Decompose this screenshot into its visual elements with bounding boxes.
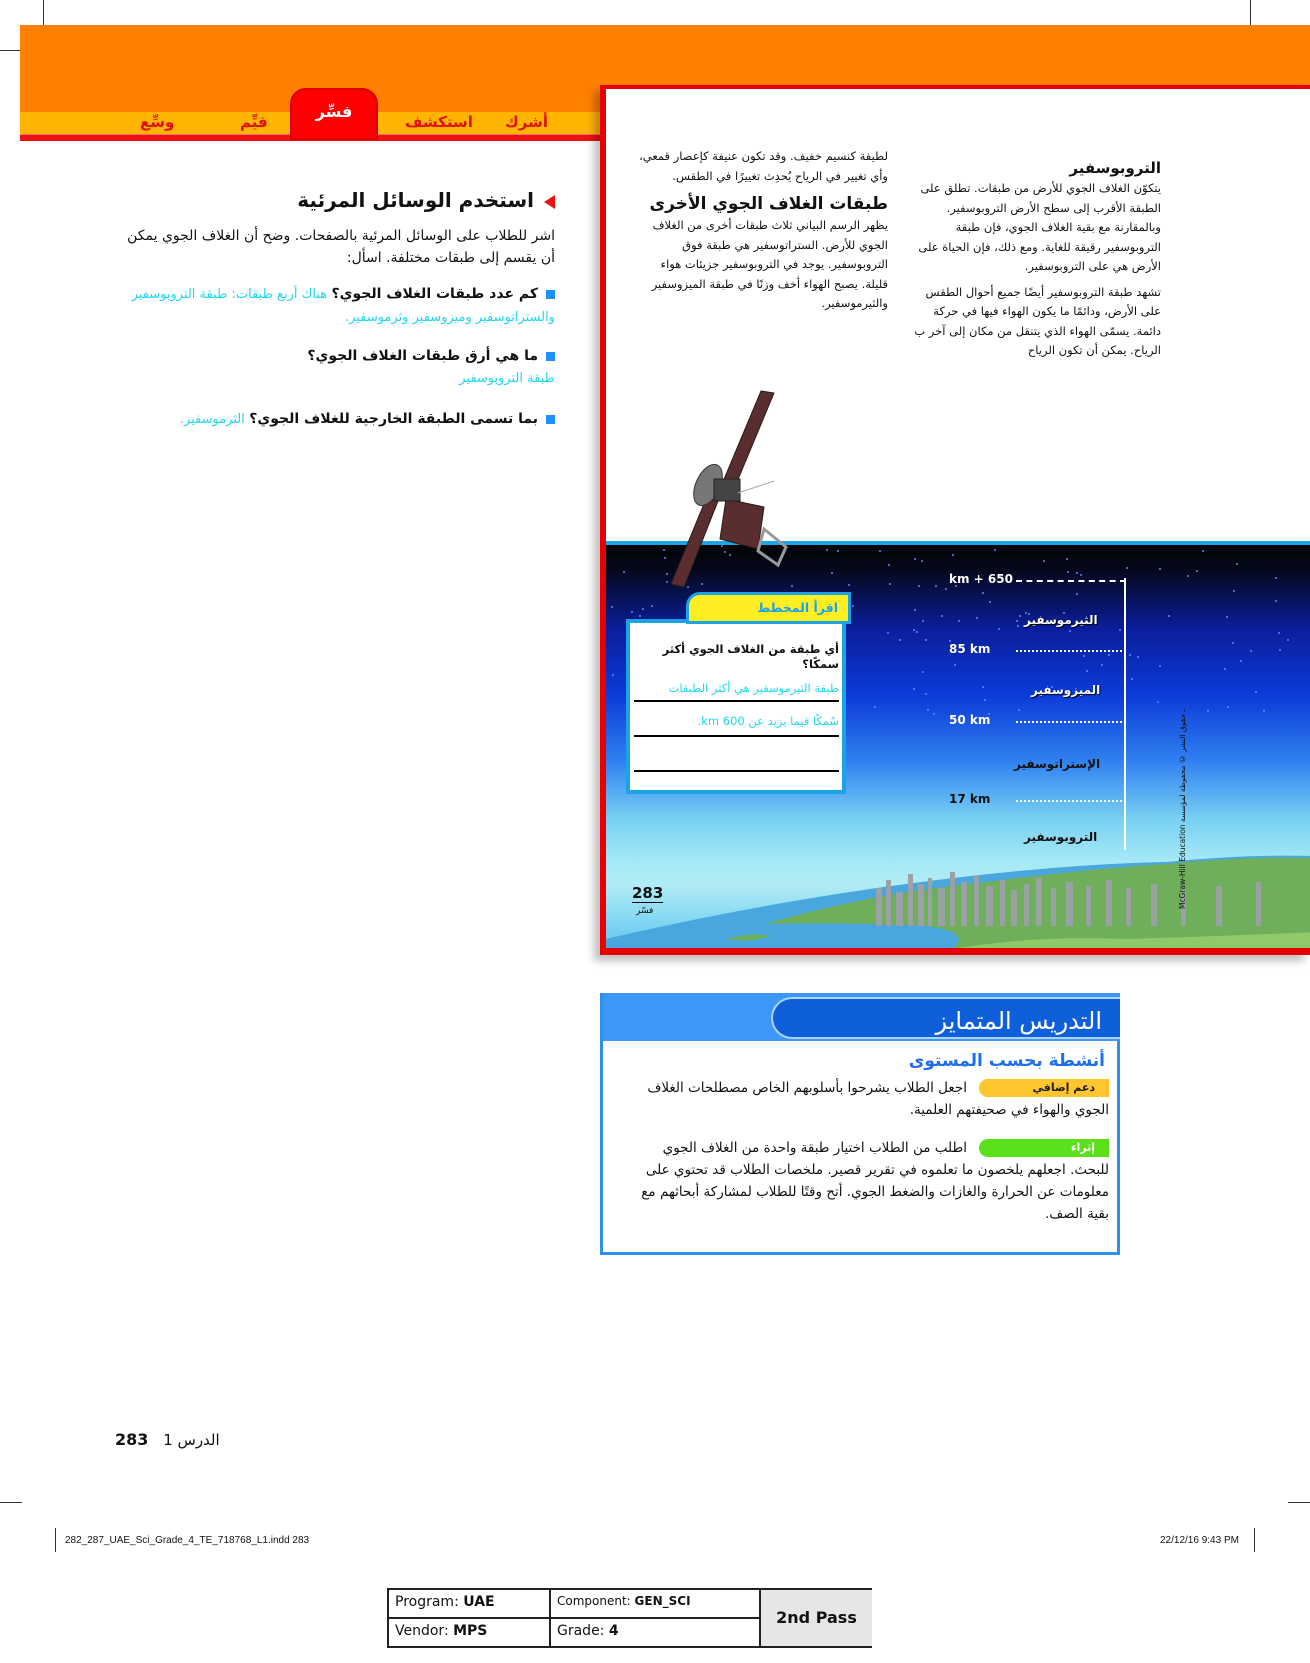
grade-label: Grade:	[557, 1623, 605, 1639]
altitude-line-650	[1016, 580, 1126, 582]
star	[1126, 567, 1128, 569]
answer-line	[634, 770, 839, 772]
footer-lesson-label: الدرس 1	[163, 1431, 220, 1449]
star	[826, 549, 828, 551]
star	[1017, 625, 1019, 627]
lesson-footer	[115, 1430, 220, 1449]
star	[925, 693, 927, 695]
star	[1016, 620, 1018, 622]
crop-mark	[43, 0, 44, 25]
star	[631, 611, 633, 613]
star	[1108, 654, 1110, 656]
answer-line	[634, 700, 839, 702]
program-label: Program:	[395, 1594, 459, 1610]
altitude-label-85: 85 km	[949, 642, 991, 656]
component-label: Component:	[557, 1594, 631, 1608]
star	[1129, 654, 1131, 656]
layer-label-troposphere: التروبوسفير	[1024, 830, 1098, 844]
proof-info-box	[387, 1588, 872, 1648]
star	[1232, 642, 1234, 644]
answer-text: الثرموسفير.	[179, 412, 245, 427]
crop-mark	[55, 1528, 56, 1552]
square-bullet-icon	[546, 415, 555, 424]
other-layers-heading: طبقات الغلاف الجوي الأخرى	[649, 194, 888, 214]
star	[651, 605, 653, 607]
altitude-label-650: km + 650	[949, 572, 1013, 586]
grade-value: 4	[608, 1623, 619, 1639]
section-heading	[115, 188, 555, 212]
star	[1019, 615, 1021, 617]
star	[989, 601, 991, 603]
star	[1227, 706, 1229, 708]
star	[1207, 710, 1209, 712]
crop-mark	[0, 50, 20, 51]
student-page-preview	[600, 85, 1310, 955]
star	[1255, 691, 1257, 693]
altitude-line-17	[1016, 800, 1126, 802]
altitude-axis	[1124, 578, 1126, 850]
star	[1226, 616, 1228, 618]
read-diagram-question: أي طبقة من الغلاف الجوي أكثر سمكًا؟	[662, 642, 839, 671]
answer-text: طبقة التروبوسفير	[459, 371, 555, 386]
weather-paragraph: تشهد طبقة التروبوسفير أيضًا جميع أحوال الطقس على الأرض، ودائمًا ما يكون الهواء فيها في حركة دائمة. يسمّى الهواء الذي يتنقل من مكان إلى آخر ب الرياح. يمكن أن تكون الرياح	[914, 284, 1161, 357]
star	[1187, 575, 1189, 577]
star	[1101, 664, 1103, 666]
enrichment-body: اطلب من الطلاب اختيار طبقة واحدة من الغلاف الجوي للبحث. اجعلهم يلخصون ما تعلموه في تقرير قصير. ملخصات الطلاب قد تحتوي على معلومات عن الحرارة والغازات والضغط الجوي. أتح وقتًا للطلاب لمشاركة أبحاثهم مع بقية الصف.	[641, 1140, 1109, 1222]
di-subtitle: أنشطة بحسب المستوى	[908, 1051, 1105, 1071]
star	[1275, 577, 1277, 579]
altitude-line-85	[1016, 650, 1126, 652]
student-page-number: 283	[632, 884, 664, 902]
layer-label-stratosphere: الإستراتوسفير	[1014, 757, 1101, 771]
extra-support-body: اجعل الطلاب يشرحوا بأسلوبهم الخاص مصطلحات الغلاف الجوي والهواء في صحيفتهم العلمية.	[647, 1080, 1109, 1118]
star	[913, 688, 915, 690]
star	[922, 620, 924, 622]
star	[874, 706, 876, 708]
differentiated-instruction-box	[600, 993, 1120, 1255]
star	[639, 615, 641, 617]
file-slug: 282_287_UAE_Sci_Grade_4_TE_718768_L1.indd 283	[65, 1535, 310, 1546]
star	[1018, 709, 1020, 711]
star	[1086, 670, 1088, 672]
read-diagram-title: اقرأ المخطط	[686, 592, 851, 624]
vendor-label: Vendor:	[395, 1623, 449, 1639]
satellite-illustration	[666, 389, 796, 589]
star	[954, 664, 956, 666]
star	[1224, 668, 1226, 670]
footer-page-number: 283	[115, 1430, 149, 1449]
student-page-label: فسّر	[636, 906, 654, 916]
star	[611, 606, 613, 608]
troposphere-column	[906, 157, 1161, 367]
star	[848, 584, 850, 586]
star	[1275, 600, 1277, 602]
star	[1067, 571, 1069, 573]
landscape-illustration	[606, 844, 1310, 955]
timestamp: 22/12/16 9:43 PM	[1160, 1535, 1239, 1546]
altitude-line-50	[1016, 721, 1126, 723]
star	[1278, 632, 1280, 634]
star	[921, 560, 923, 562]
star	[918, 585, 920, 587]
star	[852, 605, 854, 607]
star	[889, 583, 891, 585]
star	[914, 558, 916, 560]
layer-label-mesosphere: الميزوسفير	[1031, 683, 1101, 697]
vendor-cell	[389, 1619, 551, 1646]
tag-extra-support: دعم إضافي	[979, 1079, 1109, 1097]
troposphere-paragraph: يتكوّن الغلاف الجوي للأرض من طبقات. تطلق على الطبقة الأقرب إلى سطح الأرض التروبوسفير. وبالمقارنة مع بقية الغلاف الجوي، فإن طبقة التروبوسفير رقيقة للغاية. ومع ذلك، فإن الحياة على الأرض هي على التروبوسفير.	[918, 181, 1161, 273]
component-cell	[551, 1590, 761, 1619]
star	[982, 592, 984, 594]
star	[1080, 574, 1082, 576]
star	[1196, 570, 1198, 572]
question-text: ما هي أرق طبقات الغلاف الجوي؟	[307, 348, 538, 364]
star	[1233, 590, 1235, 592]
star	[623, 571, 625, 573]
star	[612, 674, 614, 676]
square-bullet-icon	[546, 352, 555, 361]
star	[1240, 660, 1242, 662]
star	[958, 620, 960, 622]
answer-text: هناك أربع طبقات: طبقة التروبوسفير والستراتوسفير وميزوسفير وثرموسفير.	[131, 287, 555, 325]
di-title-pill	[771, 997, 1120, 1039]
star	[916, 631, 918, 633]
star	[1236, 563, 1238, 565]
tab-evaluate[interactable]: قيِّم	[240, 113, 268, 131]
question-text: بما تسمى الطبقة الخارجية للغلاف الجوي؟	[249, 411, 538, 427]
layer-label-thermosphere: الثيرموسفير	[1024, 613, 1098, 627]
star	[879, 550, 881, 552]
troposphere-heading: التروبوسفير	[1069, 159, 1161, 177]
star	[984, 699, 986, 701]
other-layers-paragraph: يظهر الرسم البياني ثلاث طبقات أخرى من الغلاف الجوي للأرض. الستراتوسفير هي طبقة فوق التروبوسفير. يوجد في التروبوسفير جزيئات هواء قليلة. يصبح الهواء أخف وزنًا في طبقة الميزوسفير والثيرموسفير.	[651, 218, 888, 310]
tab-engage[interactable]: أشرك	[505, 113, 548, 131]
star	[1279, 649, 1281, 651]
star	[941, 615, 943, 617]
question-item	[115, 283, 555, 329]
section-heading-text: استخدم الوسائل المرئية	[297, 188, 534, 212]
star	[1119, 629, 1121, 631]
star	[1131, 678, 1133, 680]
question-item	[115, 408, 555, 431]
star	[927, 709, 929, 711]
tag-enrichment: إثراء	[979, 1139, 1109, 1157]
star	[831, 572, 833, 574]
star	[952, 554, 954, 556]
square-bullet-icon	[546, 290, 555, 299]
star	[1083, 655, 1085, 657]
read-diagram-answer-2: سُمكًا فيما يزيد عن km 600.	[697, 714, 839, 728]
star	[933, 713, 935, 715]
winds-paragraph: لطيفة كنسيم خفيف. وقد تكون عنيفة كإعصار قمعي، وأي تغيير في الرياح يُحدِث تغييرًا في الطقس.	[639, 149, 888, 183]
tab-explain-label: فسِّر	[315, 102, 353, 121]
extra-support-text	[623, 1077, 1109, 1121]
star	[982, 686, 984, 688]
grade-cell	[551, 1619, 761, 1646]
star	[1076, 572, 1078, 574]
star	[1066, 558, 1068, 560]
pass-status: 2nd Pass	[761, 1590, 872, 1646]
star	[922, 671, 924, 673]
star	[945, 588, 947, 590]
star	[899, 639, 901, 641]
star	[1287, 639, 1289, 641]
intro-paragraph: اشر للطلاب على الوسائل المرئية بالصفحات. وضح أن الغلاف الجوي يمكن أن يقسم إلى طبقات مختلفة. اسأل:	[127, 228, 555, 266]
star	[1159, 665, 1161, 667]
program-cell	[389, 1590, 551, 1619]
other-layers-column	[636, 147, 888, 320]
star	[925, 639, 927, 641]
crop-mark	[1254, 1528, 1255, 1552]
star	[888, 564, 890, 566]
star	[935, 585, 937, 587]
star	[1157, 701, 1159, 703]
star	[1137, 656, 1139, 658]
star	[1159, 568, 1161, 570]
star	[1263, 710, 1265, 712]
question-text: كم عدد طبقات الغلاف الجوي؟	[331, 286, 538, 302]
star	[913, 629, 915, 631]
read-diagram-answer-1: طبقة الثيرموسفير هي أكثر الطبقات	[668, 681, 839, 695]
di-title: التدريس المتمايز	[935, 1007, 1102, 1035]
copyright-credit: McGraw-Hill Education ـ حقوق النشر © محفوظة لمؤسسة	[1178, 709, 1187, 909]
vendor-value: MPS	[453, 1623, 488, 1639]
tab-extend[interactable]: وسِّع	[140, 113, 175, 131]
star	[663, 549, 665, 551]
answer-line	[634, 735, 839, 737]
star	[1069, 630, 1071, 632]
star	[914, 609, 916, 611]
di-header	[603, 993, 1120, 1041]
star	[1043, 560, 1045, 562]
crop-mark	[0, 1502, 22, 1503]
tab-explain[interactable]	[290, 88, 378, 140]
question-item	[115, 345, 555, 390]
arrow-icon	[544, 195, 555, 209]
star	[642, 608, 644, 610]
star	[1168, 615, 1170, 617]
enrichment-text	[623, 1137, 1109, 1225]
star	[887, 632, 889, 634]
crop-mark	[1288, 1502, 1310, 1503]
star	[837, 550, 839, 552]
star	[1076, 593, 1078, 595]
star	[1202, 550, 1204, 552]
program-value: UAE	[463, 1594, 495, 1610]
star	[994, 549, 996, 551]
star	[1250, 650, 1252, 652]
star	[976, 617, 978, 619]
component-value: GEN_SCI	[634, 1594, 691, 1608]
tab-explore[interactable]: استكشف	[405, 113, 473, 131]
crop-mark	[1250, 0, 1251, 25]
altitude-label-17: 17 km	[949, 792, 991, 806]
altitude-label-50: 50 km	[949, 713, 991, 727]
star	[998, 628, 1000, 630]
